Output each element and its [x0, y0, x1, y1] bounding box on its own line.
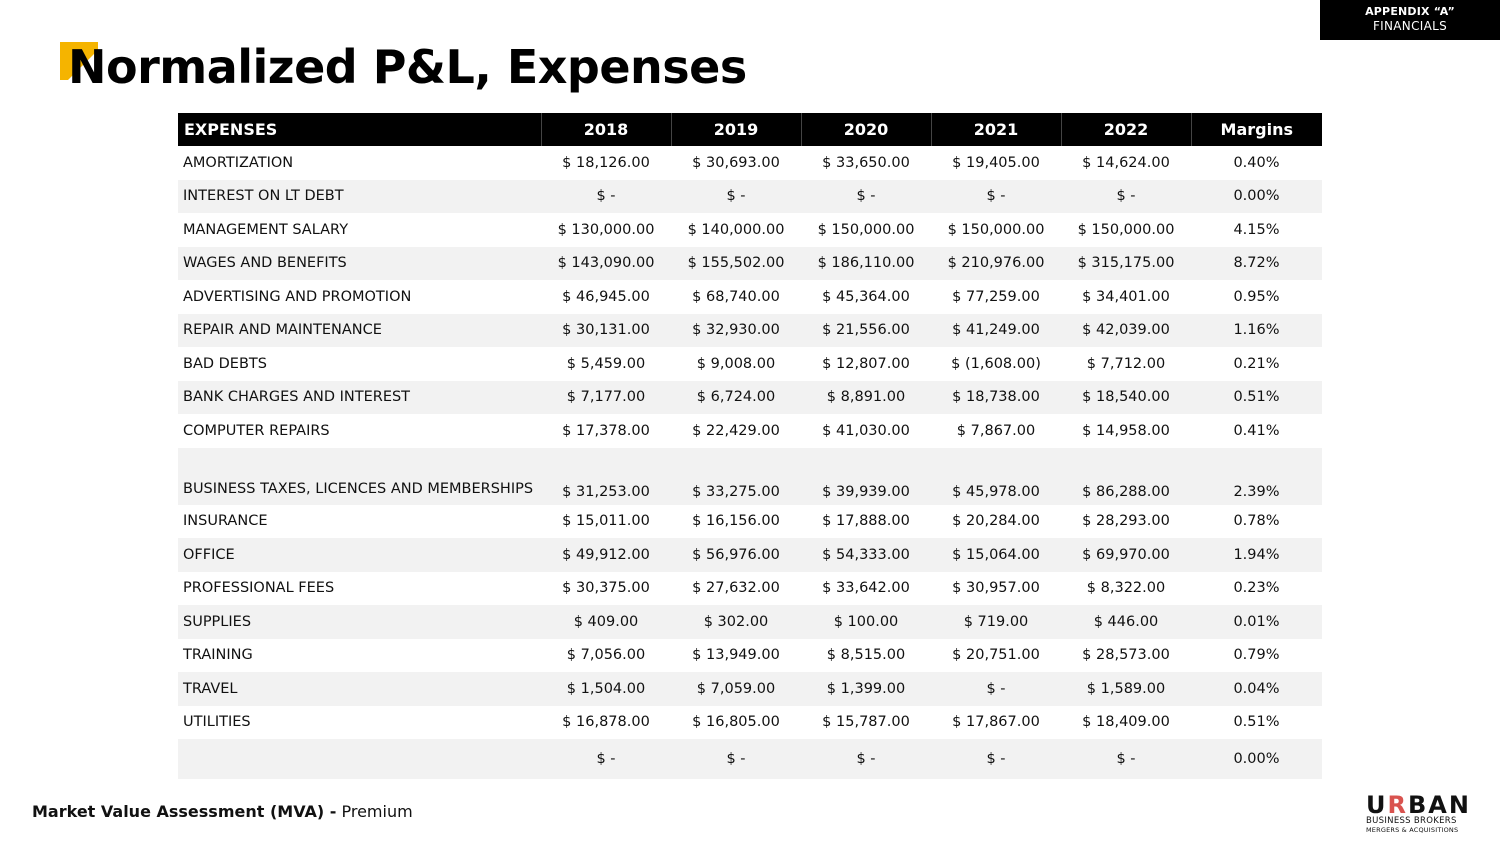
expense-name: TRAVEL — [178, 672, 541, 706]
appendix-sublabel: FINANCIALS — [1372, 19, 1448, 33]
logo-letter-u: U — [1366, 791, 1388, 819]
table-row — [178, 538, 1322, 572]
expense-value-2022: $ 69,970.00 — [1061, 538, 1191, 572]
expense-value-2020: $ 12,807.00 — [822, 355, 910, 372]
logo-letter-r: R — [1387, 791, 1408, 819]
expense-value-2020: $ 150,000.00 — [817, 221, 915, 238]
expense-value-2018: $ 16,878.00 — [562, 714, 650, 731]
expense-value-2019: $ 140,000.00 — [687, 221, 785, 238]
expense-value-2020: $ - — [801, 180, 931, 214]
expense-value-2022: $ 150,000.00 — [1077, 221, 1175, 238]
table-row — [178, 505, 1322, 539]
table-row — [178, 672, 1322, 706]
expense-value-2018: $ 143,090.00 — [541, 247, 671, 281]
expense-value-2021: $ 20,751.00 — [952, 647, 1040, 664]
expense-value-2021: $ 41,249.00 — [931, 314, 1061, 348]
table-row — [178, 280, 1322, 314]
expense-value-2020: $ 186,110.00 — [801, 247, 931, 281]
expense-margin: 2.39% — [1191, 448, 1322, 505]
expense-value-2018: $ - — [541, 180, 671, 214]
expense-value-2021: $ 77,259.00 — [952, 288, 1040, 305]
header-2020: 2020 — [801, 113, 931, 146]
expense-value-2022: $ 86,288.00 — [1061, 448, 1191, 505]
expense-value-2022: $ 18,540.00 — [1061, 381, 1191, 415]
expense-margin: 8.72% — [1191, 247, 1322, 281]
expense-name: REPAIR AND MAINTENANCE — [178, 314, 541, 348]
expense-value-2021: $ - — [931, 739, 1061, 779]
logo-subtitle: BUSINESS BROKERS — [1366, 816, 1457, 826]
expense-value-2020: $ 33,642.00 — [822, 580, 910, 597]
expense-value-2018: $ 49,912.00 — [541, 538, 671, 572]
expense-value-2022: $ 7,712.00 — [1086, 355, 1166, 372]
expense-name: BAD DEBTS — [183, 355, 267, 372]
expense-margin: 0.21% — [1233, 355, 1280, 372]
expense-value-2019: $ 6,724.00 — [671, 381, 801, 415]
header-margins: Margins — [1191, 113, 1322, 146]
expense-value-2018: $ - — [541, 739, 671, 779]
expense-margin: 0.00% — [1191, 180, 1322, 214]
expense-value-2022: $ 14,958.00 — [1082, 422, 1170, 439]
expense-value-2018: $ 18,126.00 — [562, 154, 650, 171]
expense-value-2020: $ 33,650.00 — [822, 154, 910, 171]
expense-value-2019: $ 30,693.00 — [692, 154, 780, 171]
table-row — [178, 314, 1322, 348]
expense-value-2022: $ - — [1061, 739, 1191, 779]
expense-value-2019: $ 56,976.00 — [671, 538, 801, 572]
expense-name: INSURANCE — [183, 513, 268, 530]
table-row — [178, 247, 1322, 281]
expense-margin: 0.95% — [1233, 288, 1280, 305]
expense-value-2022: $ 14,624.00 — [1082, 154, 1170, 171]
expense-name: OFFICE — [178, 538, 541, 572]
expense-value-2019: $ 16,805.00 — [692, 714, 780, 731]
header-2019: 2019 — [671, 113, 801, 146]
expense-value-2019: $ 68,740.00 — [692, 288, 780, 305]
appendix-label: APPENDIX “A” — [1365, 5, 1455, 18]
expense-value-2019: $ 27,632.00 — [692, 580, 780, 597]
expense-value-2021: $ - — [931, 672, 1061, 706]
expense-value-2019: $ 13,949.00 — [692, 647, 780, 664]
expense-name: WAGES AND BENEFITS — [178, 247, 541, 281]
table-row — [178, 146, 1322, 180]
expense-value-2021: $ - — [931, 180, 1061, 214]
expense-value-2021: $ 45,978.00 — [931, 448, 1061, 505]
expense-name: SUPPLIES — [178, 605, 541, 639]
expense-name: MANAGEMENT SALARY — [183, 221, 349, 238]
header-expenses: EXPENSES — [178, 113, 541, 146]
expense-name: INTEREST ON LT DEBT — [178, 180, 541, 214]
table-row — [178, 739, 1322, 779]
expense-value-2021: $ 7,867.00 — [956, 422, 1036, 439]
expense-margin: 0.78% — [1233, 513, 1280, 530]
expenses-table — [178, 113, 1322, 779]
expense-value-2021: $ 20,284.00 — [952, 513, 1040, 530]
expense-value-2020: $ 41,030.00 — [822, 422, 910, 439]
expense-value-2020: $ 100.00 — [801, 605, 931, 639]
table-header-row — [178, 113, 1322, 146]
expense-value-2018: $ 30,131.00 — [541, 314, 671, 348]
header-2018: 2018 — [541, 113, 671, 146]
expense-value-2020: $ 21,556.00 — [801, 314, 931, 348]
expense-value-2022: $ 34,401.00 — [1082, 288, 1170, 305]
expense-value-2018: $ 5,459.00 — [566, 355, 646, 372]
expense-value-2018: $ 31,253.00 — [541, 448, 671, 505]
expense-value-2022: $ 28,293.00 — [1082, 513, 1170, 530]
expense-name: ADVERTISING AND PROMOTION — [183, 288, 412, 305]
appendix-tag — [1320, 0, 1500, 40]
expense-value-2020: $ - — [801, 739, 931, 779]
expense-margin: 1.16% — [1191, 314, 1322, 348]
expense-value-2022: $ 28,573.00 — [1082, 647, 1170, 664]
expense-value-2018: $ 1,504.00 — [541, 672, 671, 706]
expense-value-2019: $ 155,502.00 — [671, 247, 801, 281]
expense-value-2019: $ 33,275.00 — [671, 448, 801, 505]
table-row — [178, 639, 1322, 673]
expense-value-2022: $ 8,322.00 — [1086, 580, 1166, 597]
expense-value-2022: $ 1,589.00 — [1061, 672, 1191, 706]
expense-value-2019: $ 9,008.00 — [696, 355, 776, 372]
table-row — [178, 180, 1322, 214]
expense-margin: 0.04% — [1191, 672, 1322, 706]
expense-name: AMORTIZATION — [183, 154, 294, 171]
expense-value-2019: $ 7,059.00 — [671, 672, 801, 706]
table-row — [178, 381, 1322, 415]
expense-value-2021: $ 150,000.00 — [947, 221, 1045, 238]
expense-value-2021: $ (1,608.00) — [951, 355, 1041, 372]
expense-value-2018: $ 7,177.00 — [541, 381, 671, 415]
expense-name: COMPUTER REPAIRS — [183, 422, 330, 439]
expense-name: TRAINING — [183, 647, 253, 664]
company-logo — [1366, 791, 1476, 835]
expense-value-2018: $ 130,000.00 — [557, 221, 655, 238]
expense-name: BANK CHARGES AND INTEREST — [178, 381, 541, 415]
expense-name: UTILITIES — [183, 714, 251, 731]
table-row — [178, 706, 1322, 740]
expense-margin: 0.00% — [1191, 739, 1322, 779]
expense-value-2018: $ 15,011.00 — [562, 513, 650, 530]
header-2022: 2022 — [1061, 113, 1191, 146]
expense-value-2018: $ 409.00 — [541, 605, 671, 639]
footer-text — [32, 802, 413, 821]
expense-margin: 0.40% — [1233, 154, 1280, 171]
expense-value-2021: $ 15,064.00 — [931, 538, 1061, 572]
footer-tier: Premium — [341, 802, 413, 821]
expense-value-2020: $ 17,888.00 — [822, 513, 910, 530]
expense-margin: 4.15% — [1233, 221, 1280, 238]
expense-value-2021: $ 719.00 — [931, 605, 1061, 639]
expense-value-2022: $ 446.00 — [1061, 605, 1191, 639]
table-row — [178, 213, 1322, 247]
expense-value-2019: $ 302.00 — [671, 605, 801, 639]
expense-margin: 0.23% — [1233, 580, 1280, 597]
expense-value-2021: $ 210,976.00 — [931, 247, 1061, 281]
logo-wordmark — [1366, 791, 1476, 819]
expense-margin: 0.79% — [1233, 647, 1280, 664]
expense-value-2020: $ 15,787.00 — [822, 714, 910, 731]
footer-label: Market Value Assessment (MVA) - — [32, 802, 337, 821]
page-title: Normalized P&L, Expenses — [68, 40, 747, 94]
expense-value-2019: $ 32,930.00 — [671, 314, 801, 348]
expense-value-2018: $ 17,378.00 — [562, 422, 650, 439]
expense-value-2020: $ 39,939.00 — [801, 448, 931, 505]
expense-value-2021: $ 30,957.00 — [952, 580, 1040, 597]
expense-value-2018: $ 7,056.00 — [566, 647, 646, 664]
expense-value-2021: $ 19,405.00 — [952, 154, 1040, 171]
expense-value-2021: $ 17,867.00 — [952, 714, 1040, 731]
table-row — [178, 347, 1322, 381]
expense-value-2019: $ - — [671, 739, 801, 779]
expense-value-2019: $ - — [671, 180, 801, 214]
expense-margin: 1.94% — [1191, 538, 1322, 572]
expense-value-2022: $ 18,409.00 — [1082, 714, 1170, 731]
expense-value-2020: $ 54,333.00 — [801, 538, 931, 572]
table-row — [178, 414, 1322, 448]
expense-value-2022: $ 315,175.00 — [1061, 247, 1191, 281]
expense-value-2018: $ 30,375.00 — [562, 580, 650, 597]
expense-value-2019: $ 16,156.00 — [692, 513, 780, 530]
table-row — [178, 572, 1322, 606]
table-row — [178, 605, 1322, 639]
expense-margin: 0.51% — [1233, 714, 1280, 731]
expense-name: PROFESSIONAL FEES — [183, 580, 335, 597]
expense-value-2021: $ 18,738.00 — [931, 381, 1061, 415]
expense-margin: 0.01% — [1191, 605, 1322, 639]
expense-value-2022: $ - — [1061, 180, 1191, 214]
expense-value-2020: $ 8,891.00 — [801, 381, 931, 415]
logo-letters-ban: BAN — [1407, 791, 1471, 819]
expense-value-2020: $ 8,515.00 — [826, 647, 906, 664]
header-2021: 2021 — [931, 113, 1061, 146]
expense-value-2022: $ 42,039.00 — [1061, 314, 1191, 348]
expense-value-2020: $ 45,364.00 — [822, 288, 910, 305]
expense-name: BUSINESS TAXES, LICENCES AND MEMBERSHIPS — [178, 448, 541, 505]
expense-margin: 0.51% — [1191, 381, 1322, 415]
logo-tagline: MERGERS & ACQUISITIONS — [1366, 826, 1459, 834]
expense-value-2018: $ 46,945.00 — [562, 288, 650, 305]
expense-name — [178, 739, 541, 779]
expense-value-2019: $ 22,429.00 — [692, 422, 780, 439]
expense-value-2020: $ 1,399.00 — [801, 672, 931, 706]
table-row — [178, 448, 1322, 505]
expense-margin: 0.41% — [1233, 422, 1280, 439]
